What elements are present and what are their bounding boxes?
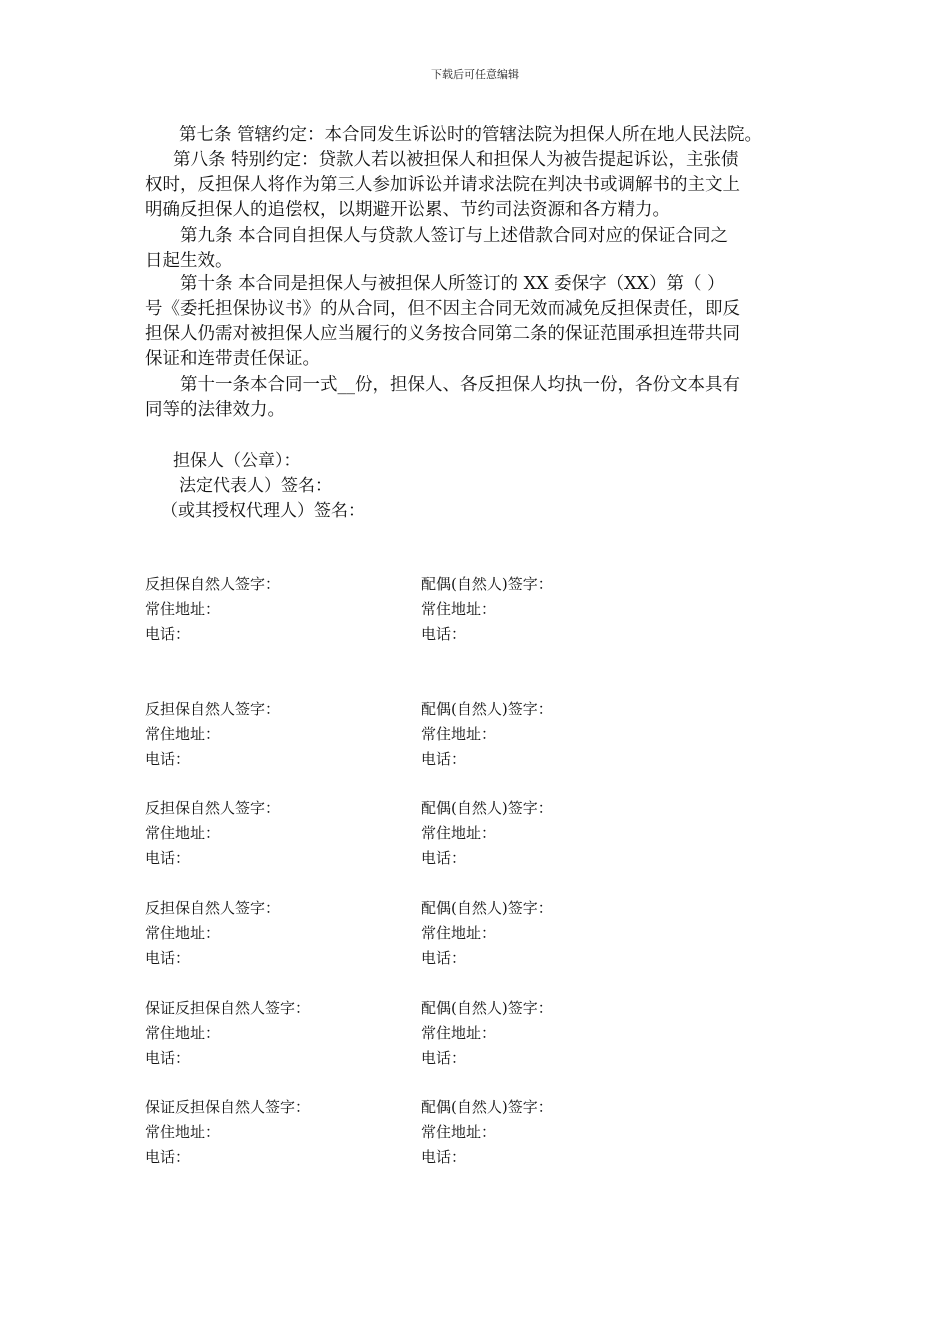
spouse-address-label: 常住地址： xyxy=(421,924,497,942)
signature-block xyxy=(145,572,665,647)
spouse-phone-label: 电话： xyxy=(421,750,467,768)
article-8-line: 明确反担保人的追偿权，以期避开讼累、节约司法资源和各方精力。 xyxy=(145,200,670,220)
article-10-line: 第十条 本合同是担保人与被担保人所签订的 XX 委保字（XX）第（ ） xyxy=(180,274,725,294)
address-label: 常住地址： xyxy=(145,924,221,942)
page-header-note: 下载后可任意编辑 xyxy=(431,68,519,81)
article-9-line: 日起生效。 xyxy=(145,251,233,271)
article-8 xyxy=(145,148,807,223)
article-11 xyxy=(145,373,807,423)
spouse-signature-label: 配偶(自然人)签字： xyxy=(421,575,553,593)
spouse-phone-label: 电话： xyxy=(421,1049,467,1067)
article-7 xyxy=(145,123,807,148)
address-label: 常住地址： xyxy=(145,1123,221,1141)
spouse-phone-label: 电话： xyxy=(421,1148,467,1166)
spouse-signature-label: 配偶(自然人)签字： xyxy=(421,899,553,917)
spouse-phone-label: 电话： xyxy=(421,849,467,867)
article-7-line: 第七条 管辖约定：本合同发生诉讼时的管辖法院为担保人所在地人民法院。 xyxy=(179,125,763,145)
spouse-phone-label: 电话： xyxy=(421,949,467,967)
guarantee-counter-guarantor-signature-label: 保证反担保自然人签字： xyxy=(145,1098,311,1116)
signature-block xyxy=(145,697,665,772)
signature-block xyxy=(145,896,665,971)
agent-signature-label: （或其授权代理人）签名： xyxy=(161,501,365,521)
article-8-line: 权时，反担保人将作为第三人参加诉讼并请求法院在判决书或调解书的主文上 xyxy=(145,175,740,195)
article-10-line: 担保人仍需对被担保人应当履行的义务按合同第二条的保证范围承担连带共同 xyxy=(145,324,740,344)
guarantee-counter-guarantor-signature-label: 保证反担保自然人签字： xyxy=(145,999,311,1017)
phone-label: 电话： xyxy=(145,625,191,643)
article-10-line: 号《委托担保协议书》的从合同，但不因主合同无效而减免反担保责任，即反 xyxy=(145,299,740,319)
article-11-line: 第十一条本合同一式__份，担保人、各反担保人均执一份，各份文本具有 xyxy=(180,375,740,395)
signature-block xyxy=(145,996,665,1071)
spouse-phone-label: 电话： xyxy=(421,625,467,643)
phone-label: 电话： xyxy=(145,750,191,768)
phone-label: 电话： xyxy=(145,1049,191,1067)
article-9 xyxy=(145,224,807,274)
guarantor-signature-section xyxy=(145,449,365,524)
phone-label: 电话： xyxy=(145,1148,191,1166)
spouse-signature-label: 配偶(自然人)签字： xyxy=(421,1098,553,1116)
article-9-line: 第九条 本合同自担保人与贷款人签订与上述借款合同对应的保证合同之 xyxy=(180,226,729,246)
counter-guarantor-signature-label: 反担保自然人签字： xyxy=(145,899,281,917)
phone-label: 电话： xyxy=(145,949,191,967)
article-10-line: 保证和连带责任保证。 xyxy=(145,349,320,369)
spouse-address-label: 常住地址： xyxy=(421,725,497,743)
article-11-line: 同等的法律效力。 xyxy=(145,400,285,420)
spouse-address-label: 常住地址： xyxy=(421,600,497,618)
spouse-signature-label: 配偶(自然人)签字： xyxy=(421,799,553,817)
article-8-line: 第八条 特别约定：贷款人若以被担保人和担保人为被告提起诉讼，主张债 xyxy=(173,150,739,170)
spouse-signature-label: 配偶(自然人)签字： xyxy=(421,700,553,718)
spouse-address-label: 常住地址： xyxy=(421,1123,497,1141)
guarantor-seal-label: 担保人（公章）： xyxy=(173,451,301,471)
address-label: 常住地址： xyxy=(145,1024,221,1042)
legal-rep-signature-label: 法定代表人）签名： xyxy=(179,476,332,496)
article-10 xyxy=(145,272,807,372)
phone-label: 电话： xyxy=(145,849,191,867)
signature-block xyxy=(145,1095,665,1170)
address-label: 常住地址： xyxy=(145,725,221,743)
counter-guarantor-signature-label: 反担保自然人签字： xyxy=(145,575,281,593)
signature-block xyxy=(145,796,665,871)
spouse-address-label: 常住地址： xyxy=(421,824,497,842)
address-label: 常住地址： xyxy=(145,824,221,842)
spouse-signature-label: 配偶(自然人)签字： xyxy=(421,999,553,1017)
spouse-address-label: 常住地址： xyxy=(421,1024,497,1042)
address-label: 常住地址： xyxy=(145,600,221,618)
counter-guarantor-signature-label: 反担保自然人签字： xyxy=(145,799,281,817)
counter-guarantor-signature-label: 反担保自然人签字： xyxy=(145,700,281,718)
